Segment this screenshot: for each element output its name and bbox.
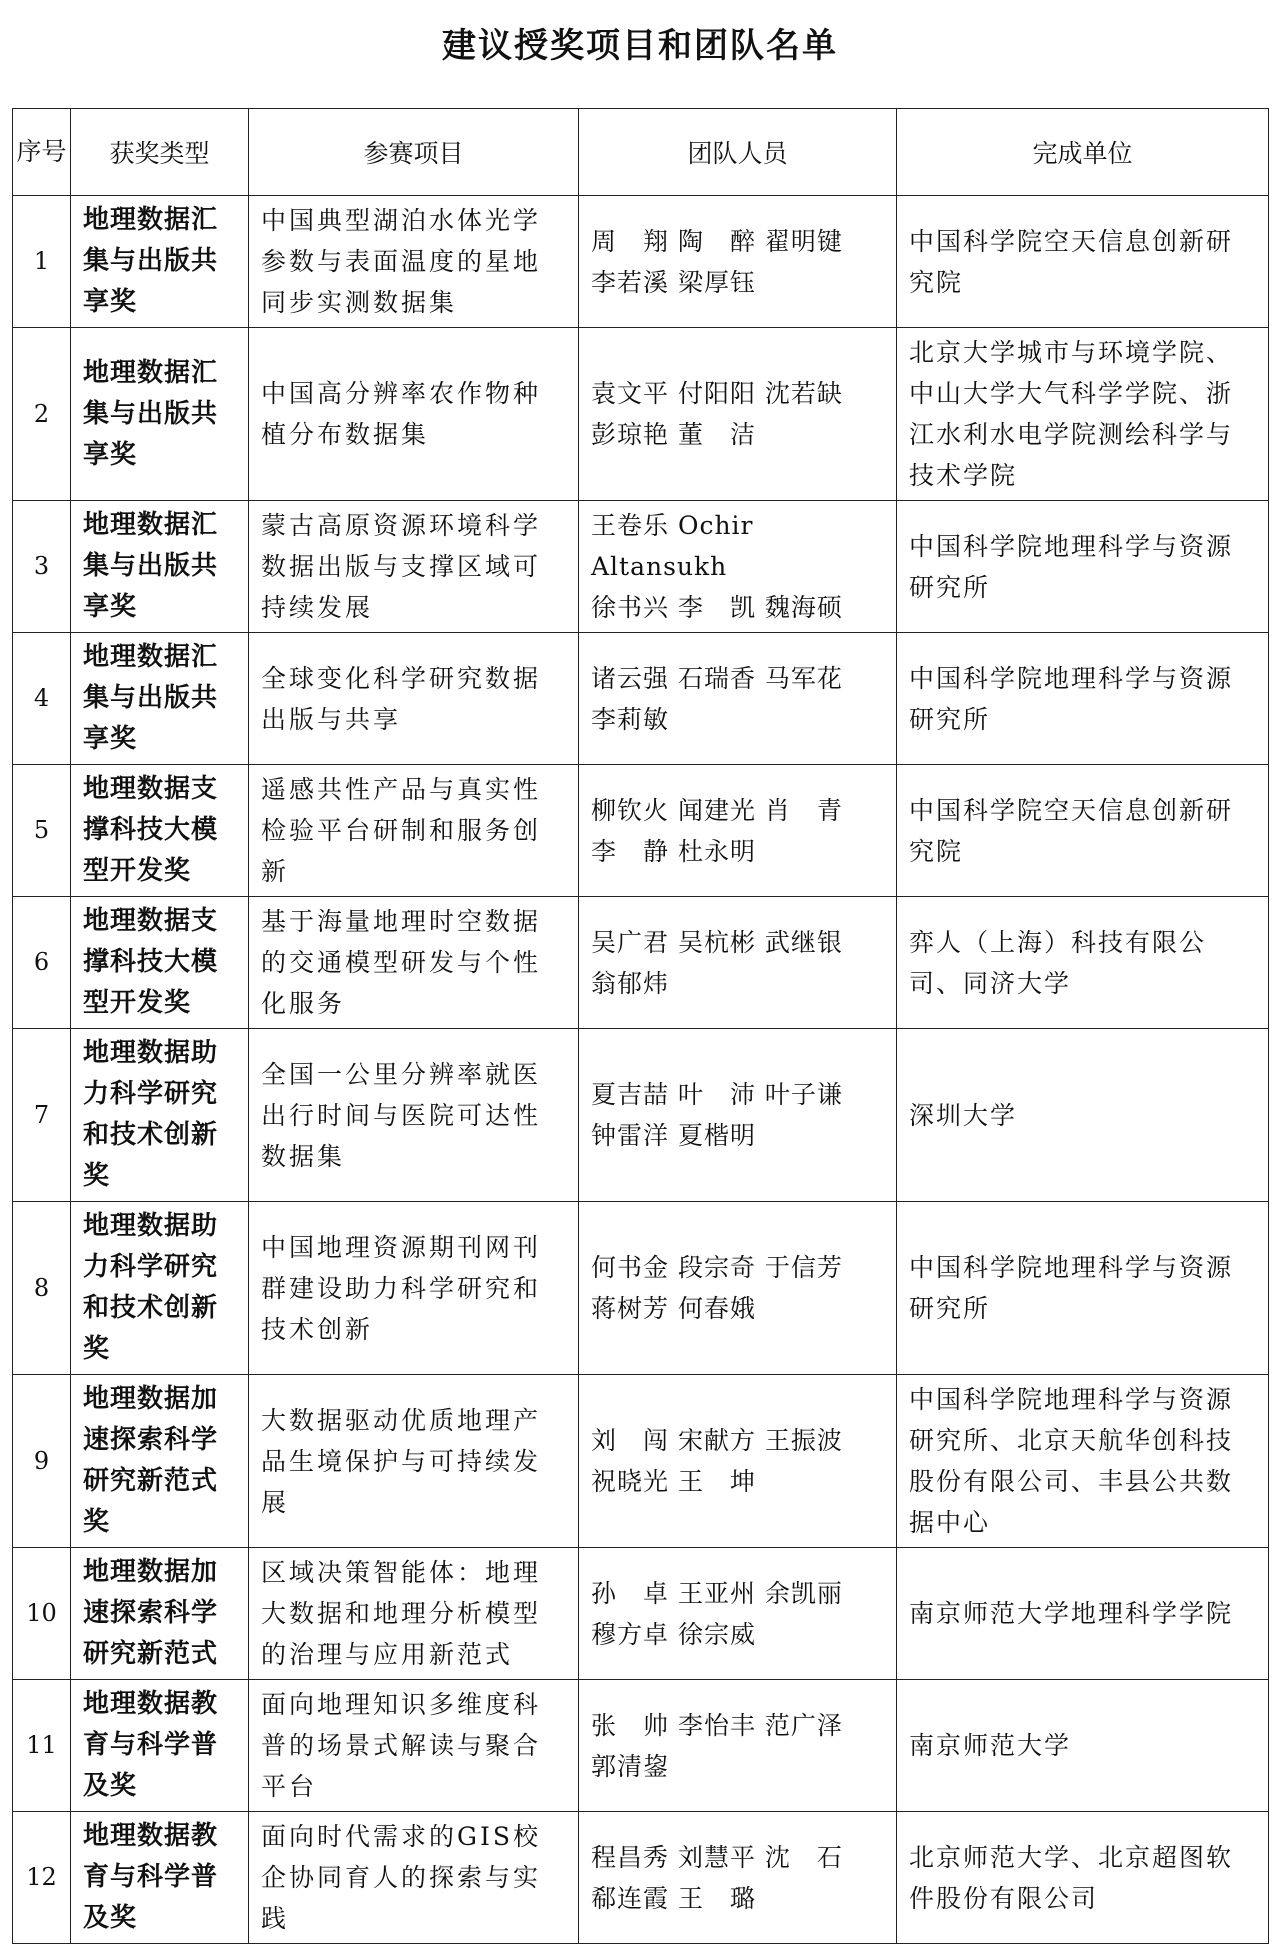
team-members: 孙 卓 王亚州 余凯丽 穆方卓 徐宗威 (579, 1548, 897, 1680)
award-type: 地理数据加速探索科学研究新范式 (71, 1548, 249, 1680)
award-type: 地理数据助力科学研究和技术创新奖 (71, 1202, 249, 1375)
team-members: 吴广君 吴杭彬 武继银 翁郁炜 (579, 897, 897, 1029)
project-name: 大数据驱动优质地理产品生境保护与可持续发展 (249, 1375, 579, 1548)
unit-name: 中国科学院地理科学与资源研究所 (897, 1202, 1269, 1375)
award-type: 地理数据加速探索科学研究新范式奖 (71, 1375, 249, 1548)
header-type: 获奖类型 (71, 109, 249, 196)
table-row (13, 1680, 1269, 1812)
project-name: 中国高分辨率农作物种植分布数据集 (249, 328, 579, 501)
team-members: 夏吉喆 叶 沛 叶子谦 钟雷洋 夏楷明 (579, 1029, 897, 1202)
table-row (13, 501, 1269, 633)
team-members: 张 帅 李怡丰 范广泽 郭清鋆 (579, 1680, 897, 1812)
table-row (13, 1029, 1269, 1202)
award-type: 地理数据汇集与出版共享奖 (71, 196, 249, 328)
project-name: 遥感共性产品与真实性检验平台研制和服务创新 (249, 765, 579, 897)
row-num: 4 (13, 633, 71, 765)
project-name: 面向地理知识多维度科普的场景式解读与聚合平台 (249, 1680, 579, 1812)
table-row (13, 897, 1269, 1029)
table-row (13, 765, 1269, 897)
table-row (13, 1812, 1269, 1944)
unit-name: 中国科学院空天信息创新研究院 (897, 196, 1269, 328)
team-members: 何书金 段宗奇 于信芳 蒋树芳 何春娥 (579, 1202, 897, 1375)
team-members: 周 翔 陶 醉 翟明键 李若溪 梁厚钰 (579, 196, 897, 328)
award-type: 地理数据汇集与出版共享奖 (71, 328, 249, 501)
award-type: 地理数据助力科学研究和技术创新奖 (71, 1029, 249, 1202)
award-type: 地理数据教育与科学普及奖 (71, 1812, 249, 1944)
header-team: 团队人员 (579, 109, 897, 196)
row-num: 12 (13, 1812, 71, 1944)
row-num: 2 (13, 328, 71, 501)
award-type: 地理数据支撑科技大模型开发奖 (71, 765, 249, 897)
project-name: 面向时代需求的GIS校企协同育人的探索与实践 (249, 1812, 579, 1944)
header-num: 序号 (13, 109, 71, 196)
award-table (12, 108, 1269, 1944)
team-members: 袁文平 付阳阳 沈若缺 彭琼艳 董 洁 (579, 328, 897, 501)
table-row (13, 1548, 1269, 1680)
row-num: 9 (13, 1375, 71, 1548)
table-row (13, 1375, 1269, 1548)
unit-name: 中国科学院地理科学与资源研究所 (897, 633, 1269, 765)
unit-name: 北京师范大学、北京超图软件股份有限公司 (897, 1812, 1269, 1944)
table-row (13, 328, 1269, 501)
team-members: 柳钦火 闻建光 肖 青 李 静 杜永明 (579, 765, 897, 897)
project-name: 全球变化科学研究数据出版与共享 (249, 633, 579, 765)
unit-name: 南京师范大学地理科学学院 (897, 1548, 1269, 1680)
header-row (13, 109, 1269, 196)
unit-name: 北京大学城市与环境学院、中山大学大气科学学院、浙江水利水电学院测绘科学与技术学院 (897, 328, 1269, 501)
unit-name: 中国科学院地理科学与资源研究所、北京天航华创科技股份有限公司、丰县公共数据中心 (897, 1375, 1269, 1548)
row-num: 6 (13, 897, 71, 1029)
team-members: 刘 闯 宋献方 王振波 祝晓光 王 坤 (579, 1375, 897, 1548)
project-name: 基于海量地理时空数据的交通模型研发与个性化服务 (249, 897, 579, 1029)
document-title: 建议授奖项目和团队名单 (442, 26, 838, 66)
team-members: 王卷乐 Ochir Altansukh 徐书兴 李 凯 魏海硕 (579, 501, 897, 633)
unit-name: 南京师范大学 (897, 1680, 1269, 1812)
unit-name: 中国科学院空天信息创新研究院 (897, 765, 1269, 897)
team-members: 程昌秀 刘慧平 沈 石 郗连霞 王 璐 (579, 1812, 897, 1944)
team-members: 诸云强 石瑞香 马军花 李莉敏 (579, 633, 897, 765)
award-type: 地理数据支撑科技大模型开发奖 (71, 897, 249, 1029)
row-num: 5 (13, 765, 71, 897)
row-num: 8 (13, 1202, 71, 1375)
table-row (13, 633, 1269, 765)
row-num: 11 (13, 1680, 71, 1812)
unit-name: 中国科学院地理科学与资源研究所 (897, 501, 1269, 633)
project-name: 中国地理资源期刊网刊群建设助力科学研究和技术创新 (249, 1202, 579, 1375)
row-num: 3 (13, 501, 71, 633)
award-type: 地理数据汇集与出版共享奖 (71, 633, 249, 765)
award-type: 地理数据教育与科学普及奖 (71, 1680, 249, 1812)
project-name: 中国典型湖泊水体光学参数与表面温度的星地同步实测数据集 (249, 196, 579, 328)
project-name: 蒙古高原资源环境科学数据出版与支撑区域可持续发展 (249, 501, 579, 633)
project-name: 全国一公里分辨率就医出行时间与医院可达性数据集 (249, 1029, 579, 1202)
header-project: 参赛项目 (249, 109, 579, 196)
row-num: 1 (13, 196, 71, 328)
table-row (13, 196, 1269, 328)
table-row (13, 1202, 1269, 1375)
header-unit: 完成单位 (897, 109, 1269, 196)
row-num: 7 (13, 1029, 71, 1202)
unit-name: 弈人（上海）科技有限公司、同济大学 (897, 897, 1269, 1029)
award-type: 地理数据汇集与出版共享奖 (71, 501, 249, 633)
row-num: 10 (13, 1548, 71, 1680)
project-name: 区域决策智能体：地理大数据和地理分析模型的治理与应用新范式 (249, 1548, 579, 1680)
unit-name: 深圳大学 (897, 1029, 1269, 1202)
